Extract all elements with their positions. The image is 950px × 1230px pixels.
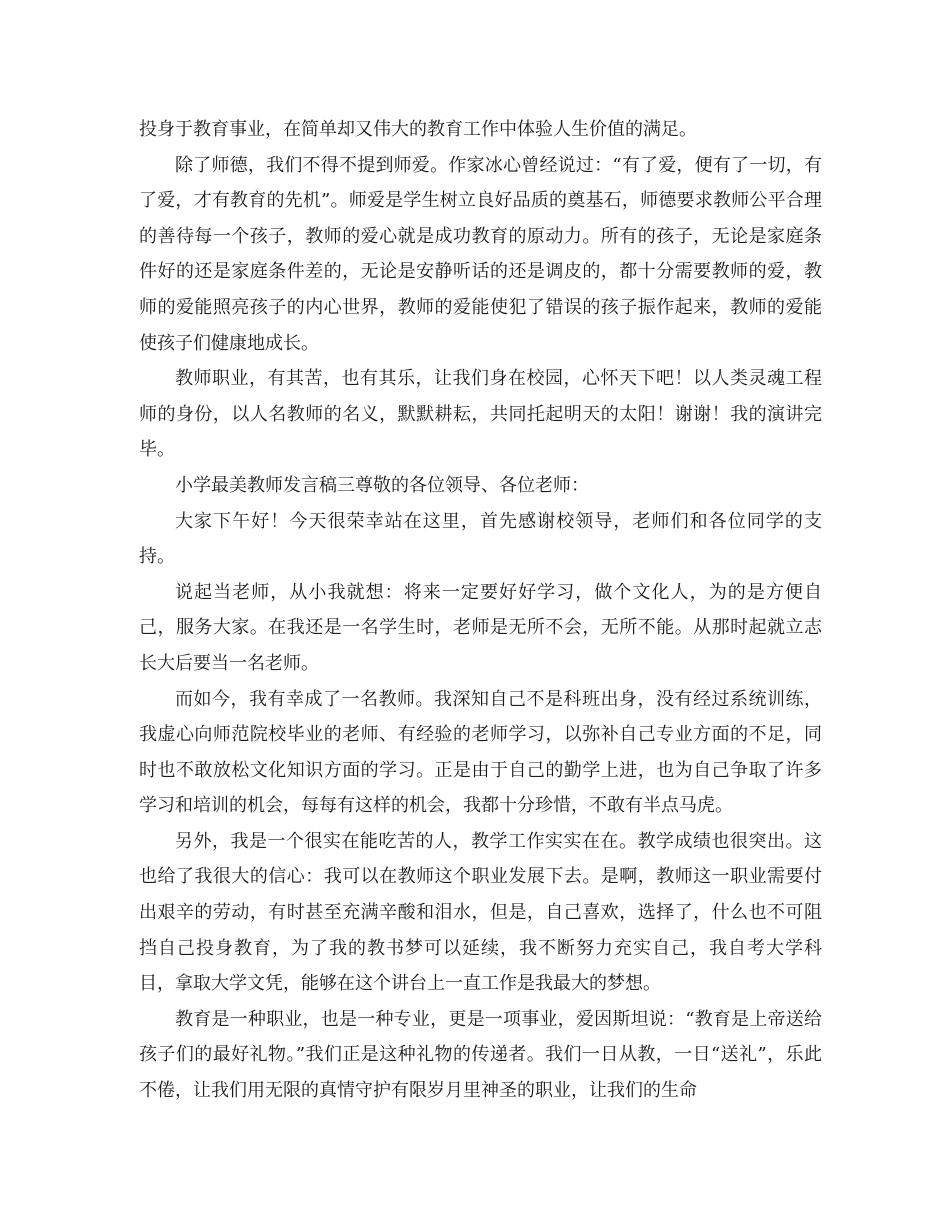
- paragraph-becoming-teacher: 而如今，我有幸成了一名教师。我深知自己不是科班出身，没有经过系统训练，我虚心向师范院校毕业的老师、有经验的老师学习，以弥补自己专业方面的不足，同时也不敢放松文化知识方面的学习。正是由于自己的勤学上进，也为自己争取了许多学习和培训的机会，每每有这样的机会，我都十分珍惜，不敢有半点马虎。: [139, 688, 822, 817]
- paragraph-continued: 投身于教育事业，在简单却又伟大的教育工作中体验人生价值的满足。: [139, 119, 697, 140]
- paragraph-childhood-dream: 说起当老师，从小我就想：将来一定要好好学习，做个文化人，为的是方便自己，服务大家。在我还是一名学生时，老师是无所不会，无所不能。从那时起就立志长大后要当一名老师。: [139, 581, 822, 674]
- paragraph-greeting: 大家下午好！今天很荣幸站在这里，首先感谢校领导，老师们和各位同学的支持。: [139, 510, 822, 568]
- paragraph-speech-three-heading: 小学最美教师发言稿三尊敬的各位领导、各位老师：: [175, 474, 589, 496]
- paragraph-teacher-love: 除了师德，我们不得不提到师爱。作家冰心曾经说过：“有了爱，便有了一切，有了爱，才有教育的先机”。师爱是学生树立良好品质的奠基石，师德要求教师公平合理的善待每一个孩子，教师的爱心就是成功教育的原动力。所有的孩子，无论是家庭条件好的还是家庭条件差的，无论是安静听话的还是调皮的，都十分需要教师的爱，教师的爱能照亮孩子的内心世界，教师的爱能使犯了错误的孩子振作起来，教师的爱能使孩子们健康地成长。: [139, 154, 822, 354]
- paragraph-education-gift: 教育是一种职业，也是一种专业，更是一项事业，爱因斯坦说：“教育是上帝送给孩子们的最好礼物。”我们正是这种礼物的传递者。我们一日从教，一日“送礼”，乐此不倦，让我们用无限的真情守护有限岁月里神圣的职业，让我们的生命: [139, 1008, 822, 1102]
- paragraph-speech-closing: 教师职业，有其苦，也有其乐，让我们身在校园，心怀天下吧！以人类灵魂工程师的身份，以人名教师的名义，默默耕耘，共同托起明天的太阳！谢谢！我的演讲完毕。: [139, 368, 822, 461]
- paragraph-hard-work: 另外，我是一个很实在能吃苦的人，教学工作实实在在。教学成绩也很突出。这也给了我很大的信心：我可以在教师这个职业发展下去。是啊，教师这一职业需要付出艰辛的劳动，有时甚至充满辛酸和泪水，但是，自己喜欢，选择了，什么也不可阻挡自己投身教育，为了我的教书梦可以延续，我不断努力充实自己，我自考大学科目，拿取大学文凭，能够在这个讲台上一直工作是我最大的梦想。: [139, 830, 822, 995]
- document-body: [139, 112, 822, 1109]
